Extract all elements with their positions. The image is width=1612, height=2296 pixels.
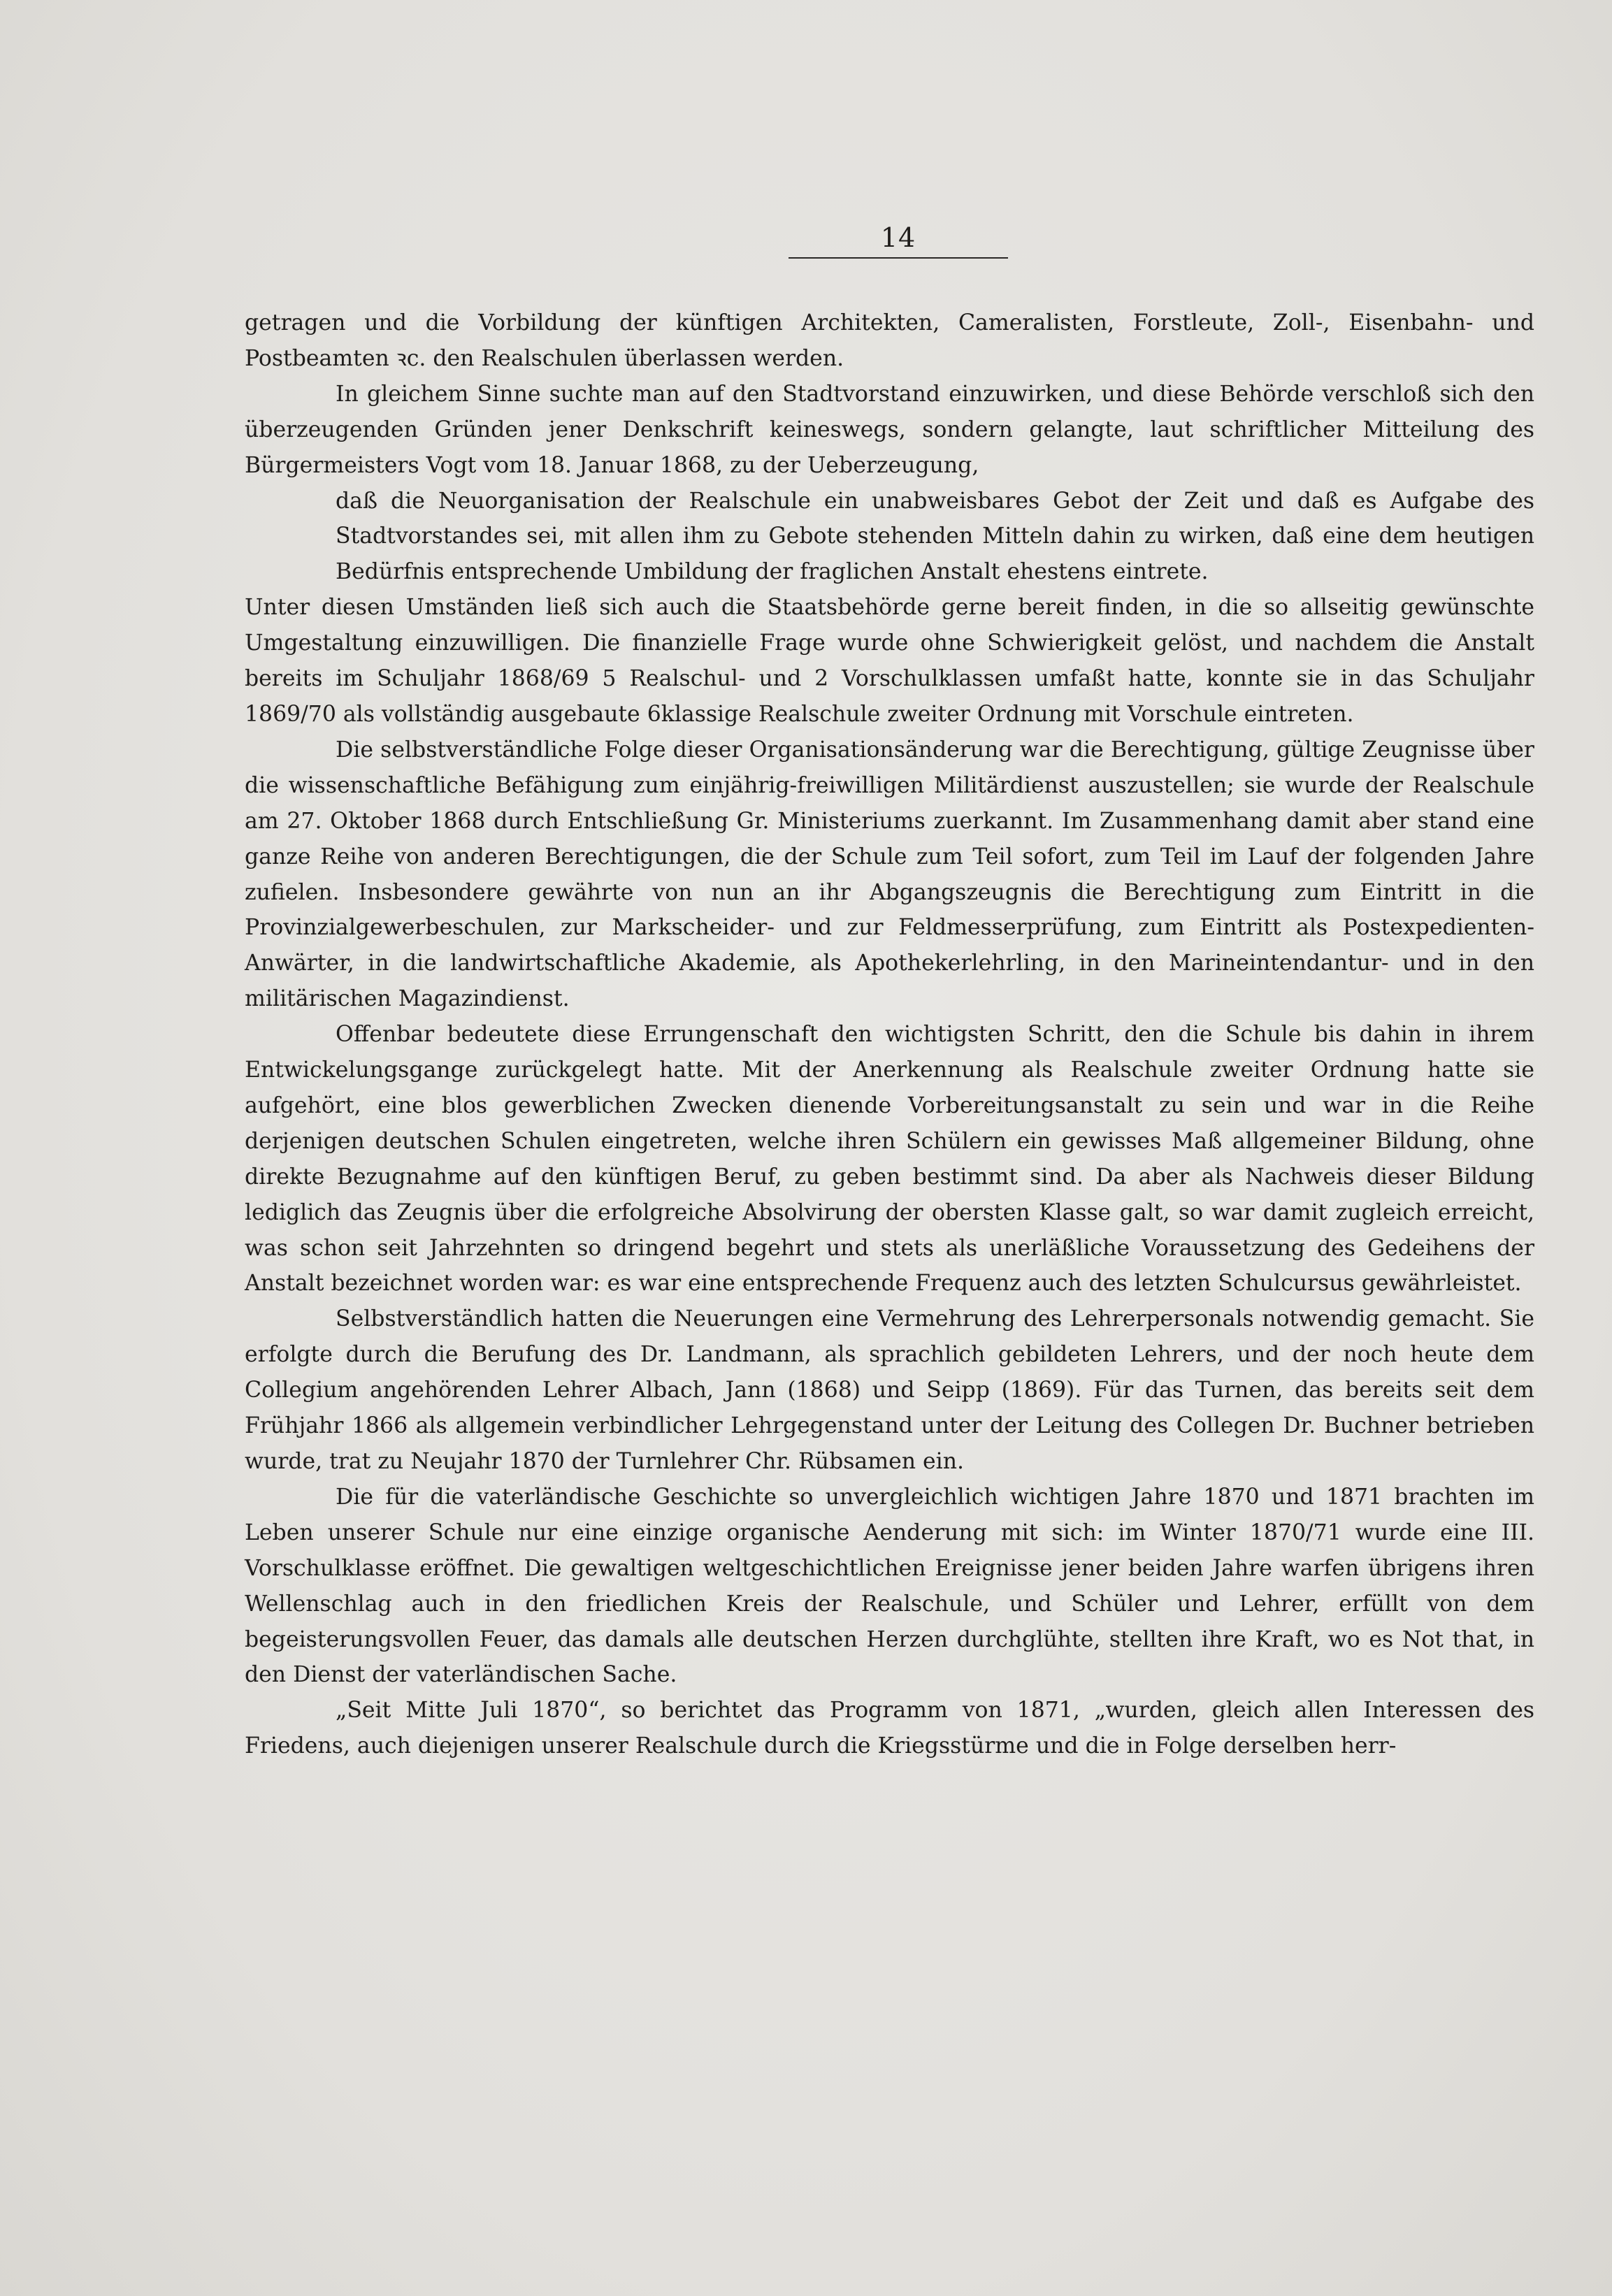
paragraph-continuation: getragen und die Vorbildung der künftigen Architekten, Cameralisten, Forstleute, Zoll-, Eisenbahn- und Postbeamten ꝛc. den Realschulen überlassen werden. bbox=[245, 310, 1534, 371]
body-text bbox=[245, 305, 1534, 1764]
paragraph-staatsbehoerde: Unter diesen Umständen ließ sich auch die Staatsbehörde gerne bereit finden, in die so allseitig gewünschte Umgestaltung einzuwilligen. Die finanzielle Frage wurde ohne Schwierigkeit gelöst, und nachdem die Anstalt bereits im Schuljahr 1868/69 5 Realschul- und 2 Vorschulklassen umfaßt hatte, konnte sie in das Schuljahr 1869/70 als vollständig ausgebaute 6klassige Realschule zweiter Ordnung mit Vorschule eintreten. bbox=[245, 595, 1534, 727]
header-rule bbox=[789, 257, 1008, 259]
paragraph-berechtigung: Die selbstverständliche Folge dieser Organisationsänderung war die Berechtigung, gültige Zeugnisse über die wissenschaftliche Befähigung zum einjährig-freiwilligen Militärdienst auszustellen; sie wurde der Realschule am 27. Oktober 1868 durch Entschließung Gr. Ministeriums zuerkannt. Im Zusammenhang damit aber stand eine ganze Reihe von anderen Berechtigungen, die der Schule zum Teil sofort, zum Teil im Lauf der folgenden Jahre zufielen. Insbesondere gewährte von nun an ihr Abgangszeugnis die Berechtigung zum Eintritt in die Provinzialgewerbeschulen, zur Markscheider- und zur Feldmesserprüfung, zum Eintritt als Postexpedienten-Anwärter, in die landwirtschaftliche Akademie, als Apothekerlehrling, in den Marineintendantur- und in den militärischen Magazindienst. bbox=[245, 737, 1534, 1012]
page-header bbox=[776, 222, 1021, 259]
paragraph-stadtvorstand: In gleichem Sinne suchte man auf den Stadtvorstand einzuwirken, und diese Behörde verschloß sich den überzeugenden Gründen jener Denkschrift keineswegs, sondern gelangte, laut schriftlicher Mitteilung des Bürgermeisters Vogt vom 18. Januar 1868, zu der Ueberzeugung, bbox=[245, 381, 1534, 478]
paragraph-errungenschaft: Offenbar bedeutete diese Errungenschaft den wichtigsten Schritt, den die Schule bis dahin in ihrem Entwickelungsgange zurückgelegt hatte. Mit der Anerkennung als Realschule zweiter Ordnung hatte sie aufgehört, eine blos gewerblichen Zwecken dienende Vorbereitungsanstalt zu sein und war in die Reihe derjenigen deutschen Schulen eingetreten, welche ihren Schülern ein gewisses Maß allgemeiner Bildung, ohne direkte Bezugnahme auf den künftigen Beruf, zu geben bestimmt sind. Da aber als Nachweis dieser Bildung lediglich das Zeugnis über die erfolgreiche Absolvirung der obersten Klasse galt, so war damit zugleich erreicht, was schon seit Jahrzehnten so dringend begehrt und stets als unerläßliche Voraussetzung des Gedeihens der Anstalt bezeichnet worden war: es war eine entsprechende Frequenz auch des letzten Schulcursus gewährleistet. bbox=[245, 1022, 1534, 1297]
paragraph-1870-1871: Die für die vaterländische Geschichte so unvergleichlich wichtigen Jahre 1870 und 1871 brachten im Leben unserer Schule nur eine einzige organische Aenderung mit sich: im Winter 1870/71 wurde eine III. Vorschulklasse eröffnet. Die gewaltigen weltgeschichtlichen Ereignisse jener beiden Jahre warfen übrigens ihren Wellenschlag auch in den friedlichen Kreis der Realschule, und Schüler und Lehrer, erfüllt von dem begeisterungsvollen Feuer, das damals alle deutschen Herzen durchglühte, stellten ihre Kraft, wo es Not that, in den Dienst der vaterländischen Sache. bbox=[245, 1484, 1534, 1688]
page-number: 14 bbox=[880, 222, 916, 253]
paragraph-lehrerpersonal: Selbstverständlich hatten die Neuerungen eine Vermehrung des Lehrerpersonals notwendig gemacht. Sie erfolgte durch die Berufung des Dr. Landmann, als sprachlich gebildeten Lehrers, und der noch heute dem Collegium angehörenden Lehrer Albach, Jann (1868) und Seipp (1869). Für das Turnen, das bereits seit dem Frühjahr 1866 als allgemein verbindlicher Lehrgegenstand unter der Leitung des Collegen Dr. Buchner betrieben wurde, trat zu Neujahr 1870 der Turnlehrer Chr. Rübsamen ein. bbox=[245, 1306, 1534, 1474]
paragraph-quotation: daß die Neuorganisation der Realschule ein unabweisbares Gebot der Zeit und daß es Aufgabe des Stadtvorstandes sei, mit allen ihm zu Gebote stehenden Mitteln dahin zu wirken, daß eine dem heutigen Bedürfnis entsprechende Umbildung der fraglichen Anstalt ehestens eintrete. bbox=[336, 488, 1534, 585]
paragraph-programm-1871: „Seit Mitte Juli 1870“, so berichtet das Programm von 1871, „wurden, gleich allen Interessen des Friedens, auch diejenigen unserer Realschule durch die Kriegsstürme und die in Folge derselben herr- bbox=[245, 1698, 1534, 1759]
